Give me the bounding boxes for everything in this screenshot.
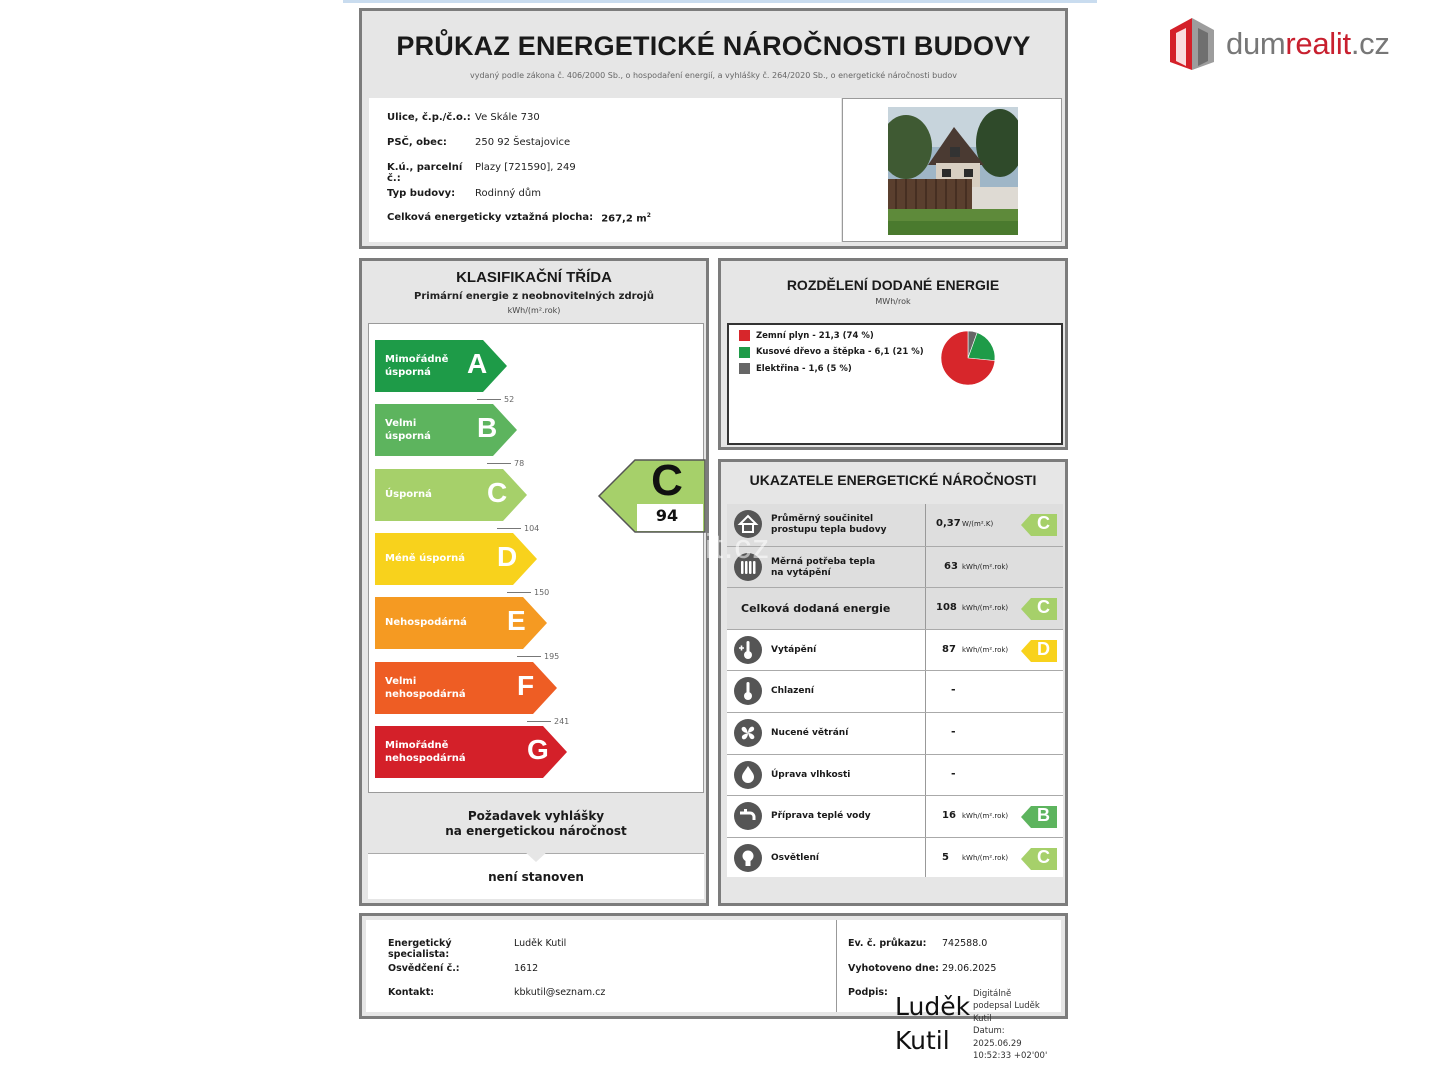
indicator-value-cell — [925, 713, 1063, 754]
signature-info-line: 2025.06.29 — [973, 1038, 1022, 1049]
building-photo-panel — [842, 98, 1062, 242]
digital-signature-info — [973, 988, 1047, 1062]
energy-class-name: Nehospodárná — [385, 617, 467, 629]
requirement-heading: Požadavek vyhlášky na energetickou náročnost — [445, 809, 627, 838]
indicator-label: Nucené větrání — [771, 728, 849, 738]
address-label: K.ú., parcelní č.: — [387, 162, 463, 184]
footer-divider — [836, 920, 837, 1012]
address-value: Plazy [721590], 249 — [475, 162, 576, 173]
class-limit-tick: 150 — [507, 588, 549, 597]
class-limit-tick: 241 — [527, 717, 569, 726]
indicator-label: Průměrný součinitel prostupu tepla budovy — [771, 514, 887, 535]
energy-class-name: Velmi úsporná — [385, 418, 431, 443]
indicator-class-badge: C — [1021, 598, 1057, 624]
legal-subtitle: vydaný podle zákona č. 406/2000 Sb., o hospodaření energií, a vyhlášky č. 264/2020 Sb., o energetické náročnosti budov — [470, 71, 957, 80]
indicator-row — [727, 754, 1063, 796]
energy-class-name: Mimořádně nehospodárná — [385, 739, 466, 764]
address-row — [387, 112, 540, 123]
legend-swatch — [739, 347, 750, 358]
distribution-chart — [727, 323, 1063, 445]
legend-swatch — [739, 363, 750, 374]
specialist-row: Energetický specialista: Luděk Kutil — [388, 938, 567, 960]
light-bulb-icon — [733, 843, 763, 877]
energy-class-name: Mimořádně úsporná — [385, 354, 449, 378]
requirement-notch — [524, 851, 548, 862]
result-class-value: 94 — [655, 506, 679, 525]
energy-class-letter: A — [467, 348, 488, 379]
classification-unit: kWh/(m².rok) — [507, 306, 561, 315]
indicator-unit: kWh/(m².rok) — [962, 853, 1009, 862]
energy-class-letter: B — [477, 412, 498, 444]
fan-icon — [733, 718, 763, 752]
evidence-number-row: Ev. č. průkazu: 742588.0 — [848, 938, 988, 949]
address-row — [387, 188, 541, 199]
classification-panel — [359, 258, 709, 906]
indicator-row — [727, 837, 1063, 877]
indicator-class-badge: D — [1021, 640, 1057, 666]
indicator-unit: kWh/(m².rok) — [962, 812, 1009, 821]
indicator-class-badge: B — [1021, 806, 1057, 832]
energy-class-letter: E — [507, 605, 526, 637]
thermometer-heat-icon — [733, 635, 763, 669]
logo-wordmark: dumrealit.cz — [1226, 26, 1390, 61]
indicator-class-badge: C — [1021, 848, 1057, 874]
class-limit-tick: 52 — [477, 395, 514, 404]
indicator-value-cell — [925, 755, 1063, 796]
handwritten-signature: Luděk Kutil — [895, 992, 971, 1055]
indicator-value: - — [951, 766, 956, 780]
indicator-label: Chlazení — [771, 686, 815, 697]
legend-label: Elektřina - 1,6 (5 %) — [756, 363, 852, 374]
signature-info-line: Datum: — [973, 1026, 1005, 1037]
indicator-label: Měrná potřeba tepla na vytápění — [771, 556, 876, 578]
indicator-value: - — [951, 725, 956, 738]
indicator-value-cell — [925, 547, 1063, 588]
legend-label: Kusové dřevo a štěpka - 6,1 (21 %) — [756, 347, 924, 357]
indicator-value: 63 — [944, 560, 958, 572]
building-photo — [888, 107, 1018, 235]
indicators-panel — [718, 459, 1068, 906]
indicator-row — [727, 504, 1063, 546]
address-label: PSČ, obec: — [387, 137, 447, 148]
class-limit-tick: 78 — [487, 459, 524, 468]
water-tap-icon — [733, 801, 763, 835]
energy-class-letter: C — [487, 476, 508, 508]
distribution-pie — [939, 329, 997, 387]
page-title: PRŮKAZ ENERGETICKÉ NÁROČNOSTI BUDOVY — [396, 31, 1031, 61]
address-row — [387, 137, 570, 148]
address-value: 250 92 Šestajovice — [475, 137, 571, 148]
energy-class-name: Velmi nehospodárná — [385, 675, 466, 700]
evidence-number-value: 742588.0 — [942, 938, 988, 949]
area-value: 267,2 $m^2$ — [601, 212, 651, 225]
classification-subtitle: Primární energie z neobnovitelných zdrojů — [414, 291, 654, 302]
legend-item — [739, 330, 874, 341]
indicator-unit: W/(m².K) — [962, 520, 994, 528]
specialist-value: Luděk Kutil — [514, 938, 567, 949]
energy-class-name: Méně úsporná — [385, 552, 466, 564]
indicator-row — [727, 546, 1063, 588]
address-value: Ve Skále 730 — [475, 112, 540, 123]
signature-info-line: podepsal Luděk — [973, 1001, 1040, 1012]
indicator-value: - — [951, 683, 956, 697]
classification-title: KLASIFIKAČNÍ TŘÍDA — [456, 269, 612, 286]
class-limit-tick: 195 — [517, 652, 559, 661]
indicator-unit: kWh/(m².rok) — [962, 645, 1009, 654]
energy-distribution-panel — [718, 258, 1068, 450]
address-label: Typ budovy: — [387, 188, 456, 199]
indicator-unit: kWh/(m².rok) — [962, 562, 1009, 571]
class-limit-tick: 104 — [497, 524, 539, 533]
indicator-value-cell — [925, 671, 1063, 712]
signature-info-line: Digitálně — [973, 989, 1012, 999]
result-class-letter: C — [651, 456, 683, 505]
indicator-label: Úprava vlhkosti — [771, 769, 851, 780]
issue-date-value: 29.06.2025 — [942, 963, 997, 974]
indicator-label: Celková dodaná energie — [741, 602, 891, 616]
indicator-row — [727, 795, 1063, 837]
indicator-value: 108 — [936, 602, 957, 614]
area-row: Celková energeticky vztažná plocha: 267,2 $m^2$ — [387, 212, 651, 225]
distribution-title: ROZDĚLENÍ DODANÉ ENERGIE — [786, 277, 1000, 293]
watermark: dumrealit.cz — [575, 528, 771, 566]
energy-class-bar-c — [375, 469, 529, 521]
energy-class-name: Úsporná — [385, 488, 432, 500]
indicator-label: Příprava teplé vody — [771, 811, 871, 822]
address-value: Rodinný dům — [475, 188, 541, 199]
top-accent-line — [343, 0, 1097, 3]
address-row — [387, 162, 576, 184]
indicator-row — [727, 670, 1063, 712]
indicator-row — [727, 629, 1063, 671]
site-logo[interactable] — [1168, 14, 1428, 74]
address-label: Ulice, č.p./č.o.: — [387, 112, 471, 123]
contact-row: Kontakt: kbkutil@seznam.cz — [388, 987, 606, 998]
certificate-header — [359, 8, 1068, 249]
distribution-unit: MWh/rok — [875, 297, 911, 306]
address-panel — [369, 98, 841, 242]
energy-class-letter: D — [497, 540, 518, 572]
signature-info-line: Kutil — [973, 1013, 992, 1024]
energy-class-bar-e — [375, 597, 549, 649]
indicator-value: 5 — [942, 851, 949, 863]
legend-label: Zemní plyn - 21,3 (74 %) — [756, 330, 874, 341]
energy-class-letter: F — [517, 669, 535, 701]
thermometer-cool-icon — [733, 676, 763, 710]
energy-class-bar-a — [375, 340, 509, 392]
energy-class-bar-f — [375, 662, 559, 714]
humidity-icon — [733, 760, 763, 794]
energy-class-letter: G — [527, 733, 549, 765]
energy-class-bar-d — [375, 533, 539, 585]
indicator-label: Osvětlení — [771, 852, 819, 863]
energy-class-bar-b — [375, 404, 519, 456]
result-class-pointer — [597, 458, 707, 534]
indicator-class-badge: C — [1021, 514, 1057, 540]
indicator-row — [727, 587, 1063, 629]
issue-date-row: Vyhotoveno dne: 29.06.2025 — [848, 963, 997, 974]
indicator-row — [727, 712, 1063, 754]
indicators-title: UKAZATELE ENERGETICKÉ NÁROČNOSTI — [749, 472, 1037, 488]
requirement-value: není stanoven — [488, 870, 584, 884]
certificate-number-value: 1612 — [514, 963, 539, 974]
contact-email[interactable]: kbkutil@seznam.cz — [514, 987, 606, 998]
indicator-value: 87 — [942, 643, 956, 655]
legend-item — [739, 363, 852, 374]
indicator-label: Vytápění — [771, 644, 817, 655]
energy-class-bar-g — [375, 726, 569, 778]
indicator-value: 0,37 — [936, 518, 961, 529]
signature-row: Podpis: — [848, 987, 888, 998]
signature-info-line: 10:52:33 +02'00' — [973, 1051, 1048, 1062]
indicator-unit: kWh/(m².rok) — [962, 604, 1009, 613]
legend-swatch — [739, 330, 750, 341]
certificate-number-row: Osvědčení č.: 1612 — [388, 963, 539, 974]
indicator-value: 16 — [942, 810, 956, 822]
legend-item — [739, 347, 924, 358]
house-cube-icon — [1168, 16, 1216, 72]
